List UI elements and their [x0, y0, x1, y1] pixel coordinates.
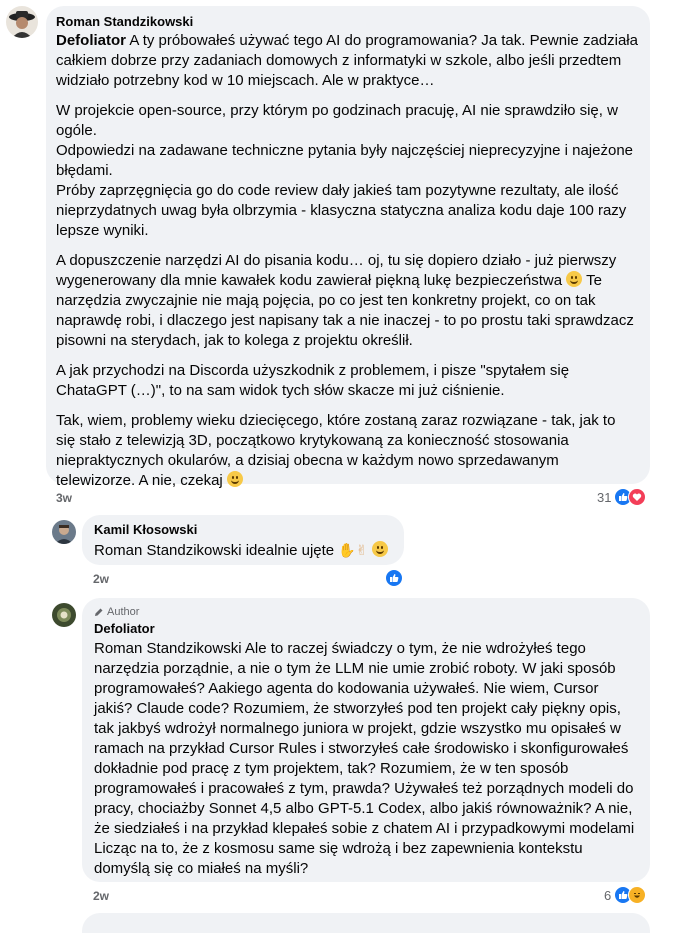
avatar-defoliator[interactable]: [52, 603, 76, 627]
comment-paragraph: Tak, wiem, problemy wieku dziecięcego, które zostaną zaraz rozwiązane - tak, jak to się stało z telewizją 3D, początkowo krytykowaną za konieczność stosowania niepraktycznych okularów, a dzisiaj obecna w każdym nowo sprzedawanym telewizorze. A nie, czekaj: [56, 412, 616, 489]
next-comment-bubble: [82, 913, 650, 933]
smile-emoji-icon: [566, 271, 582, 287]
comment-body: Roman Standzikowski idealnie ujęte ✋✌: [94, 540, 392, 561]
love-icon: [628, 488, 646, 506]
author-badge: Author: [94, 605, 638, 619]
comment-paragraph: A jak przychodzi na Discorda użyszkodnik z problemem, i pisze "spytałem się ChataGPT (…)", to na sam widok tych słów skacze mi już ciśnienie.: [56, 362, 570, 399]
reaction-summary[interactable]: [604, 886, 646, 904]
haha-icon: [628, 886, 646, 904]
comment-paragraph: Odpowiedzi na zadawane techniczne pytania były najczęściej nieprecyzyjne i najeżone błędami.: [56, 142, 634, 179]
comment-paragraph: A dopuszczenie narzędzi AI do pisania kodu… oj, tu się dopiero działo - już pierwszy wygenerowany dla mnie kawałek kodu zawierał piękną lukę bezpieczeństwa Te narzędzia zwyczajnie nie mają pojęcia, po co jest ten konkretny projekt, co on tak naprawdę robi, i dlaczego jest napisany tak a nie inaczej - to po prostu taki sprawdzacz pisowni na sterydach, jak to kolega z projektu określił.: [56, 252, 634, 349]
comment-bubble-roman: [46, 6, 650, 489]
comment-timestamp[interactable]: 2w: [93, 572, 110, 586]
comment-paragraph: Próby zaprzęgnięcia go do code review dały jakieś tam pozytywne rezultaty, ale ilość nieprzydatnych uwag była olbrzymia - klasyczna statyczna analiza kodu daje 100 razy lepsze wyniki.: [56, 182, 627, 239]
comment-bubble-kamil: [82, 515, 404, 565]
like-icon: [385, 569, 403, 587]
comment-bubble-defoliator: [82, 598, 650, 882]
comment-author[interactable]: Roman Standzikowski: [56, 14, 194, 29]
reaction-count: 6: [604, 887, 612, 903]
comment-body: [56, 31, 638, 491]
reaction-summary[interactable]: [385, 569, 403, 587]
comment-text: A ty próbowałeś używać tego AI do programowania? Ja tak. Pewnie zadziała całkiem dobrze przy zadaniach domowych z informatyki w szkole, albo jeśli przedtem widziało potrzebny kod w 10 miejscach. Ale w praktyce…: [56, 32, 638, 89]
comment-paragraph: W projekcie open-source, przy którym po godzinach pracuję, AI nie sprawdziło się, w ogóle.: [56, 102, 618, 139]
pencil-icon: [94, 607, 104, 617]
avatar-roman[interactable]: [6, 6, 38, 38]
avatar-kamil[interactable]: [52, 520, 76, 544]
comment-author[interactable]: Defoliator: [94, 621, 155, 636]
clap-emoji-icon: ✋: [338, 542, 356, 558]
smile-emoji-icon: [372, 541, 388, 557]
mention-link[interactable]: Defoliator: [56, 32, 127, 49]
reaction-summary[interactable]: [597, 488, 646, 506]
comment-timestamp[interactable]: 3w: [56, 491, 73, 505]
comment-author[interactable]: Kamil Kłosowski: [94, 522, 198, 537]
comment-timestamp[interactable]: 2w: [93, 889, 110, 903]
muscle-emoji-icon: ✌: [355, 542, 368, 558]
comment-body: Roman Standzikowski Ale to raczej świadczy o tym, że nie wdrożyłeś tego narzędzia porządnie, a nie o tym że LLM nie umie zrobić roboty. W jaki sposób programowałeś? Aakiego agenta do kodowania używałeś. Nie wiem, Cursor jakiś? Claude code? Rozumiem, że stworzyłeś pod ten projekt cały piękny opis, tak jakbyś wdrożył normalnego juniora w projekt, gdzie wszystko mu opisałeś w ramach na przykład Cursor Rules i stworzyłeś całe środowisko i skonfigurowałeś dokładnie pod pracę z tym projektem, tak? Rozumiem, że w ten sposób programowałeś i pracowałeś z tym, prawda? Używałeś też porządnych modeli do pracy, chociażby Sonnet 4,5 albo GPT-5.1 Codex, albo jakiś równoważnik? A nie, że siedziałeś i na przykład klepałeś sobie z chatem AI i przypadkowymi modelami Licząc na to, że z kosmosu same się wdrożą i bez zapewnienia kontekstu domyślą się co miałeś na myśli?: [94, 640, 635, 877]
reaction-count: 31: [597, 489, 612, 505]
grin-emoji-icon: [227, 471, 243, 487]
